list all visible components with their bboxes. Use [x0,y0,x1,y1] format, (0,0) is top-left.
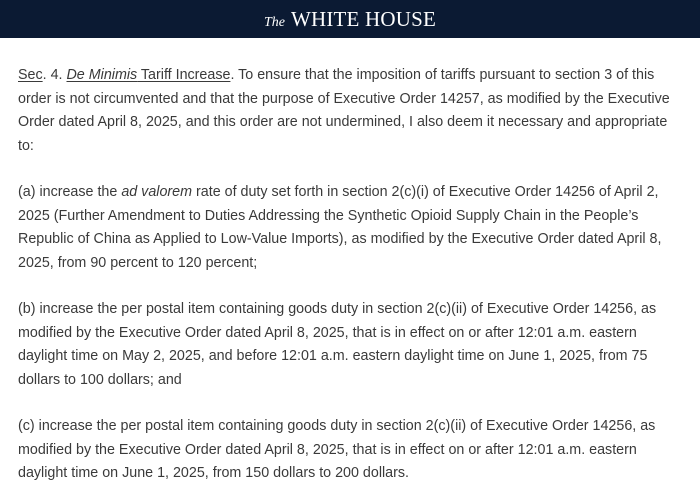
section-label: Sec [18,67,43,83]
clause-a [18,181,682,275]
section-number: . 4. [42,67,67,83]
clause-a-text: rate of duty set forth in section 2(c)(i) of Executive Order 14256 of April 2, 2025 (Further Amendment to Duties Addressing the Synthetic Opioid Supply Chain in the People’s Republic of China as Applied to Low-Value Imports), as modified by the Executive Order dated April 8, 2025, from 90 percent to 120 percent; [18,184,662,271]
document-body [0,64,700,486]
white-house-logo[interactable] [264,7,436,32]
clause-b: (b) increase the per postal item containing goods duty in section 2(c)(ii) of Executive Order 14256, as modified by the Executive Order dated April 8, 2025, that is in effect on or after 12:01 a.m. eastern daylight time on May 2, 2025, and before 12:01 a.m. eastern daylight time on June 1, 2025, from 75 dollars to 100 dollars; and [18,301,657,388]
site-header [0,0,700,38]
clause-a-prefix: (a) increase the [18,184,122,200]
section-heading [66,67,230,83]
logo-the: The [263,14,285,30]
clause-a-italic: ad valorem [121,184,193,200]
section-heading-italic: De Minimis [66,67,138,83]
clause-c: (c) increase the per postal item containing goods duty in section 2(c)(ii) of Executive Order 14256, as modified by the Executive Order dated April 8, 2025, that is in effect on or after 12:01 a.m. eastern daylight time on June 1, 2025, from 150 dollars to 200 dollars. [18,418,656,481]
section-heading-rest: Tariff Increase [137,67,231,83]
section-intro-text: . To ensure that the imposition of tariffs pursuant to section 3 of this order is not circumvented and that the purpose of Executive Order 14257, as modified by the Executive Order dated April 8, 2025, and this order are not undermined, I also deem it necessary and appropriate to: [18,67,670,154]
section-4-intro [18,64,682,158]
logo-name: WHITE HOUSE [290,6,437,31]
